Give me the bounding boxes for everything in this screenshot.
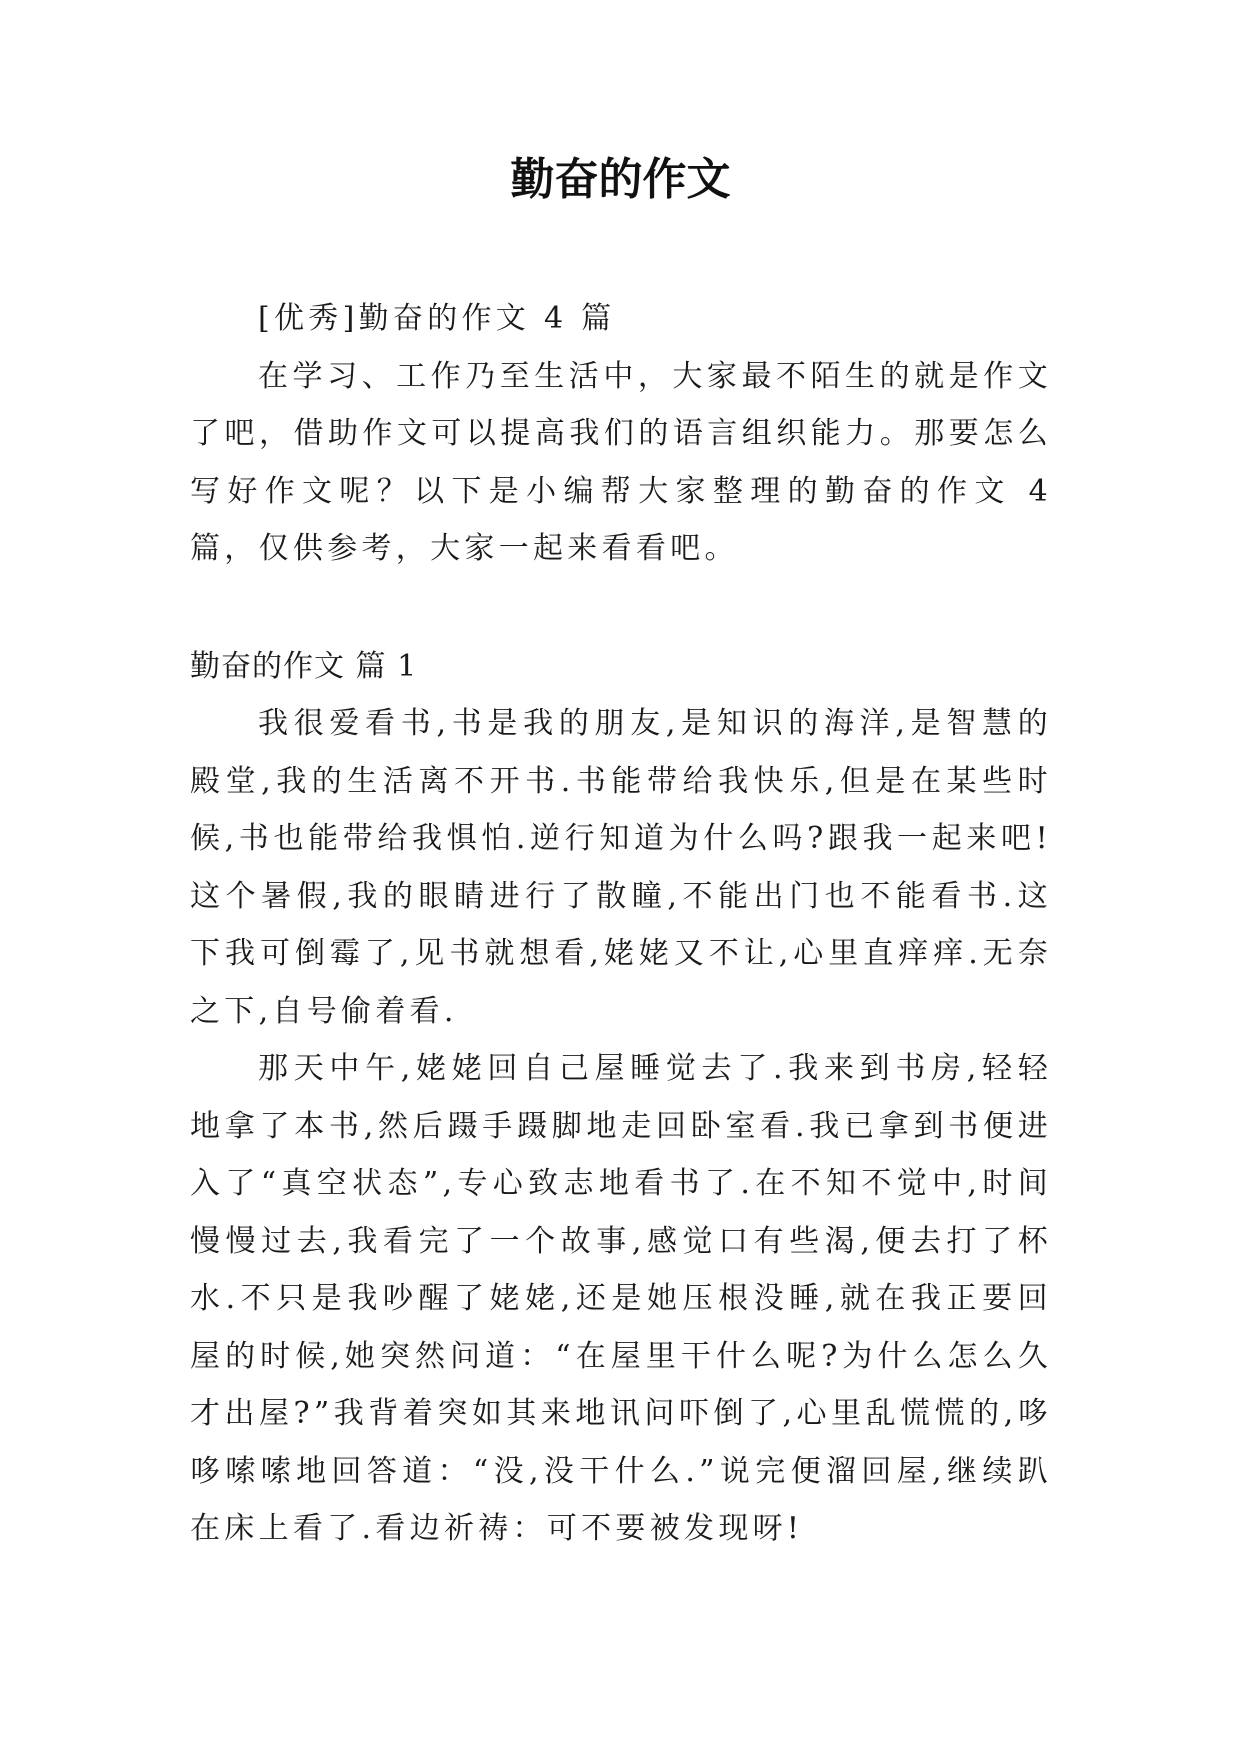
intro-paragraph: 在学习、工作乃至生活中，大家最不陌生的就是作文了吧，借助作文可以提高我们的语言组织能力。那要怎么写好作文呢？以下是小编帮大家整理的勤奋的作文 4 篇，仅供参考，大家一起来看看吧。 bbox=[190, 358, 1052, 566]
document-title: 勤奋的作文 bbox=[510, 154, 731, 205]
subtitle-line: [优秀]勤奋的作文 4 篇 bbox=[258, 301, 616, 336]
section-paragraph: 那天中午,姥姥回自己屋睡觉去了.我来到书房,轻轻地拿了本书,然后蹑手蹑脚地走回卧室看.我已拿到书便进入了“真空状态”,专心致志地看书了.在不知不觉中,时间慢慢过去,我看完了一个故事,感觉口有些渴,便去打了杯水.不只是我吵醒了姥姥,还是她压根没睡,就在我正要回屋的时候,她突然问道：“在屋里干什么呢?为什么怎么久才出屋?”我背着突如其来地讯问吓倒了,心里乱慌慌的,哆哆嗦嗦地回答道：“没,没干什么.”说完便溜回屋,继续趴在床上看了.看边祈祷：可不要被发现呀! bbox=[190, 1051, 1052, 1546]
document-body bbox=[190, 290, 1052, 1558]
section-paragraph: 我很爱看书,书是我的朋友,是知识的海洋,是智慧的殿堂,我的生活离不开书.书能带给我快乐,但是在某些时候,书也能带给我惧怕.逆行知道为什么吗?跟我一起来吧!这个暑假,我的眼睛进行了散瞳,不能出门也不能看书.这下我可倒霉了,见书就想看,姥姥又不让,心里直痒痒.无奈之下,自号偷着看. bbox=[190, 706, 1052, 1029]
section-heading: 勤奋的作文 篇 1 bbox=[190, 648, 418, 684]
